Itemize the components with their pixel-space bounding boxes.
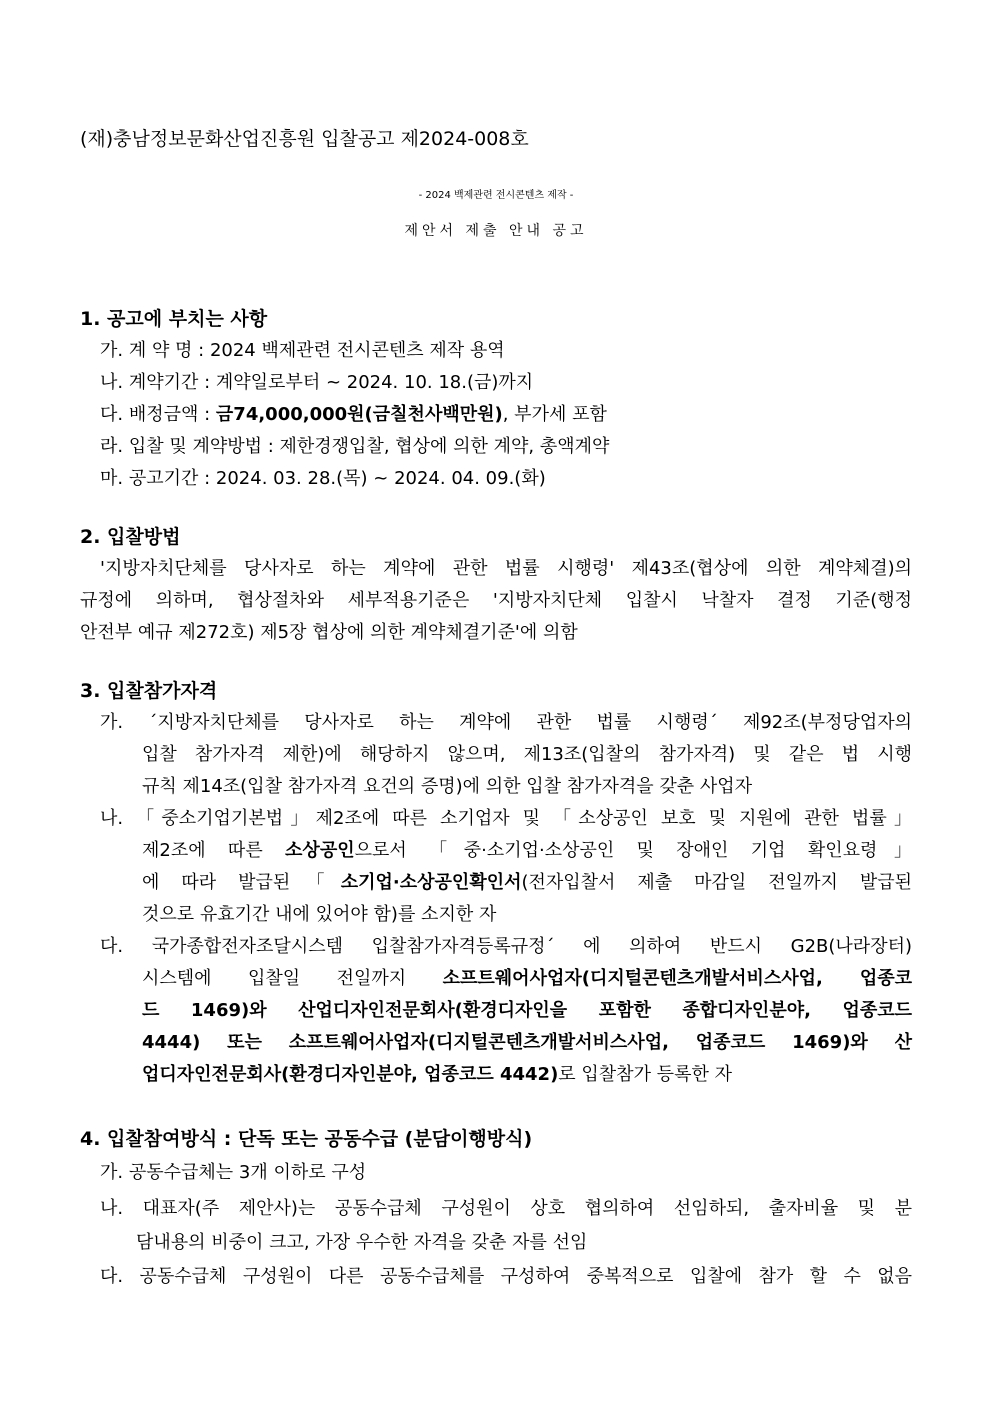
text-run: 에 따라 발급된「	[142, 872, 341, 893]
section-3-item-c-line-2	[142, 964, 912, 990]
budget-amount: 금74,000,000원(금칠천사백만원)	[215, 404, 503, 425]
section-3-item-c-line-3: 드 1469)와 산업디자인전문회사(환경디자인을 포함한 종합디자인분야, 업종코드	[142, 1000, 912, 1021]
section-3-item-b-line-3	[142, 868, 912, 894]
section-3-item-a-line-2: 입찰 참가자격 제한)에 해당하지 않으며, 제13조(입찰의 참가자격) 및 같은 법 시행	[142, 744, 912, 765]
section-3-item-a-line-3: 규칙 제14조(입찰 참가자격 요건의 증명)에 의한 입찰 참가자격을 갖춘 사업자	[142, 776, 753, 797]
section-3-item-b-line-1: 나. 「중소기업기본법」제2조에 따른 소기업자 및 「소상공인 보호 및 지원에 관한 법률」	[100, 808, 912, 829]
section-2-line-3: 안전부 예규 제272호) 제5장 협상에 의한 계약체결기준'에 의함	[80, 622, 578, 643]
budget-note: , 부가세 포함	[502, 404, 607, 425]
section-1-item-b: 나. 계약기간 : 계약일로부터 ~ 2024. 10. 18.(금)까지	[100, 372, 534, 393]
section-4-heading: 4. 입찰참여방식 : 단독 또는 공동수급 (분담이행방식)	[80, 1128, 533, 1150]
text-run: 로 입찰참가 등록한 자	[558, 1064, 732, 1085]
section-3-item-c-line-5	[142, 1060, 732, 1086]
section-3-item-c-line-4: 4444) 또는 소프트웨어사업자(디지털콘텐츠개발서비스사업, 업종코드 1469)와 산	[142, 1032, 912, 1053]
text-run: 시스템에 입찰일 전일까지	[142, 968, 443, 989]
text-run: (전자입찰서 제출 마감일 전일까지 발급된	[521, 872, 912, 893]
section-1-item-e: 마. 공고기간 : 2024. 03. 28.(목) ~ 2024. 04. 09.(화)	[100, 468, 546, 489]
section-2-line-1: '지방자치단체를 당사자로 하는 계약에 관한 법률 시행령' 제43조(협상에 의한 계약체결)의	[100, 558, 912, 579]
certificate-term: 소기업·소상공인확인서	[340, 872, 522, 893]
section-4-item-c: 다. 공동수급체 구성원이 다른 공동수급체를 구성하여 중복적으로 입찰에 참가 할 수 없음	[100, 1266, 912, 1287]
document-title: 제안서 제출 안내 공고	[404, 223, 588, 239]
section-1-heading: 1. 공고에 부치는 사항	[80, 308, 268, 330]
document-subtitle: - 2024 백제관련 전시콘텐츠 제작 -	[418, 190, 574, 201]
section-3-heading: 3. 입찰참가자격	[80, 680, 218, 702]
announcement-number: (재)충남정보문화산업진흥원 입찰공고 제2024-008호	[80, 128, 529, 150]
text-run: 제2조에 따른	[142, 840, 286, 861]
qualification-bold: 업디자인전문회사(환경디자인분야, 업종코드 4442)	[142, 1064, 559, 1085]
section-1-item-a: 가. 계 약 명 : 2024 백제관련 전시콘텐츠 제작 용역	[100, 340, 505, 361]
text-run: 으로서 「중·소기업·소상공인 및 장애인 기업 확인요령」	[354, 840, 912, 861]
budget-label: 다. 배정금액 :	[100, 404, 216, 425]
section-3-item-a-line-1: 가. ´지방자치단체를 당사자로 하는 계약에 관한 법률 시행령´ 제92조(부정당업자의	[100, 712, 912, 733]
section-1-item-c	[100, 400, 607, 426]
section-3-item-c-line-1: 다. 국가종합전자조달시스템 입찰참가자격등록규정´ 에 의하여 반드시 G2B(나라장터)	[100, 936, 912, 957]
section-2-line-2: 규정에 의하며, 협상절차와 세부적용기준은 '지방자치단체 입찰시 낙찰자 결정 기준(행정	[80, 590, 912, 611]
qualification-bold: 소프트웨어사업자(디지털콘텐츠개발서비스사업, 업종코	[442, 968, 912, 989]
small-business-term: 소상공인	[285, 840, 355, 861]
section-4-item-b-line-1: 나. 대표자(주 제안사)는 공동수급체 구성원이 상호 협의하여 선임하되, 출자비율 및 분	[100, 1198, 912, 1219]
section-1-item-d: 라. 입찰 및 계약방법 : 제한경쟁입찰, 협상에 의한 계약, 총액계약	[100, 436, 610, 457]
section-4-item-a: 가. 공동수급체는 3개 이하로 구성	[100, 1162, 367, 1183]
section-2-heading: 2. 입찰방법	[80, 526, 181, 548]
section-3-item-b-line-4: 것으로 유효기간 내에 있어야 함)를 소지한 자	[142, 904, 497, 925]
section-3-item-b-line-2	[142, 836, 912, 862]
section-4-item-b-line-2: 담내용의 비중이 크고, 가장 우수한 자격을 갖춘 자를 선임	[136, 1232, 588, 1253]
